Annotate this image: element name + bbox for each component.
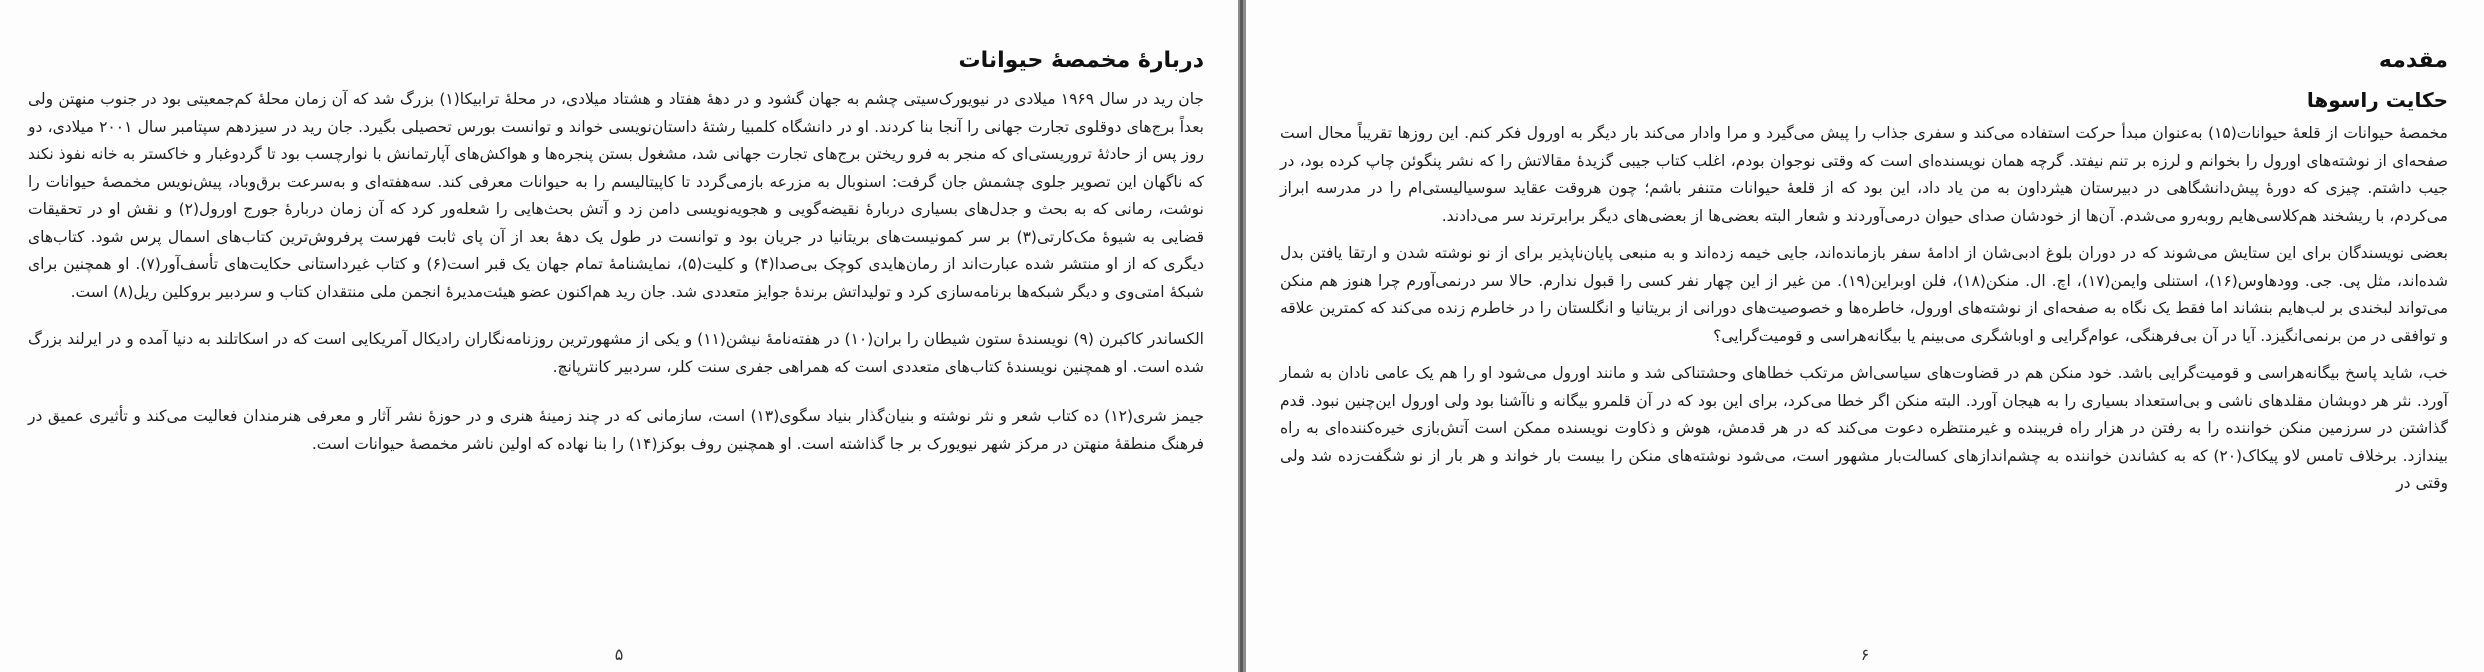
left-page [0,0,1238,672]
page-heading: مقدمه [2378,48,2448,73]
body-paragraph: مخمصهٔ حیوانات از قلعهٔ حیوانات(۱۵) به‌عنوان مبدأ حرکت استفاده می‌کند و سفری جذاب را پیش می‌گیرد و مرا وادار می‌کند بار دیگر به اورول فکر کنم. این روزها تقریباً محال است صفحه‌ای از نوشته‌های اورول را بخوانم و لرزه بر تنم نیفتد. گرچه همان نویسنده‌ای است که وقتی نوجوان بودم، اغلب کتاب جیبی گزیدهٔ مقالاتش را که نشر پنگوئن چاپ کرده بود، در جیب داشتم. چیزی که دورهٔ پیش‌دانشگاهی در دبیرستان هیثرداون به من یاد داد، این بود که از قلعهٔ حیوانات متنفر باشم؛ چون هروقت عقاید سوسیالیستی‌ام را در مدرسه ابراز می‌کردم، با ریشخند هم‌کلاسی‌هایم روبه‌رو می‌شدم. آن‌ها از خودشان صدای حیوان درمی‌آوردند و شعار البته بعضی‌ها از بعضی‌های دیگر برابرترند سر می‌دادند. [1280,124,2448,225]
body-paragraph: خب، شاید پاسخ بیگانه‌هراسی و قومیت‌گرایی باشد. خود منکن هم در قضاوت‌های سیاسی‌اش مرتکب خطاهای وحشتناکی شد و مانند اورول می‌شود او را هم یک عامی نادان به شمار آورد. نثر هر دوبشان مقلدهای ناشی و بی‌استعداد بسیاری را به هیجان آورد. البته منکن اگر خطا می‌کرد، برای این بود که در آن قلمرو بیگانه و ناآشنا بود ولی اورول این‌چنین نبود. قدم گذاشتن در سرزمین منکن خواننده را به رفتن در هزار راه فریبنده و غیرمنتظره دعوت می‌کند که در هر قدمش، هوش و ذکاوت نویسنده ممکن است آتش‌بازی خیره‌کننده‌ای به راه بیندازد. برخلاف تامس لاو پیکاک(۲۰) که به کشاندن خواننده به چشم‌اندازهای کسالت‌بار مشهور است، می‌شود نوشته‌های منکن را بیست بار خواند و هر بار از نو شگفت‌زده شد ولی وقتی در [1280,364,2448,492]
page-heading: دربارهٔ مخمصهٔ حیوانات [958,48,1204,73]
section-heading: حکایت راسوها [2306,88,2448,112]
book-gutter [1238,0,1246,672]
body-paragraph: جان رید در سال ۱۹۶۹ میلادی در نیویورک‌سیتی چشم به جهان گشود و در دههٔ هفتاد و هشتاد میلادی، در محلهٔ ترابیکا(۱) بزرگ شد که آن زمان محلهٔ کم‌جمعیتی بود در جنوب منهتن ولی بعداً برج‌های دوقلوی تجارت جهانی را آنجا بنا کردند. او در دانشگاه کلمبیا رشتهٔ داستان‌نویسی خواند و توانست بورس تحصیلی بگیرد. جان رید در سیزدهم سپتامبر سال ۲۰۰۱ میلادی، دو روز پس از حادثهٔ تروریستی‌ای که منجر به فرو ریختن برج‌های تجارت جهانی شد، مشغول بستن پنجره‌ها و هواکش‌های آپارتمانش با نوارچسب بود تا گردوغبار و خاکستر به خانه نفوذ نکند که ناگهان این تصویر جلوی چشمش جان گرفت: اسنوبال به مزرعه بازمی‌گردد تا کاپیتالیسم را به حیوانات معرفی کند. سه‌هفته‌ای و به‌سرعت برق‌وباد، پیش‌نویس مخمصهٔ حیوانات را نوشت، رمانی که به بحث و جدل‌های بسیاری دربارهٔ نقیضه‌گویی و هجویه‌نویسی دامن زد و آتش بحث‌هایی را شعله‌ور کرد که آن زمان دربارهٔ جورج اورول(۲) و نقش او در تحقیقات قضایی به شیوهٔ مک‌کارتی(۳) بر سر کمونیست‌های بریتانیا در جریان بود و توانست در طول یک دههٔ بعد از آن پای ثابت فهرست پرفروش‌ترین کتاب‌های اسمال پرس شود. کتاب‌های دیگری که از او منتشر شده عبارت‌اند از رمان‌هایدی کوچک بی‌صدا(۴) و کلیت(۵)، نمایشنامهٔ تمام جهان یک قبر است(۶) و کتاب غیرداستانی حکایت‌های تأسف‌آور(۷). او همچنین برای شبکهٔ امتی‌وی و دیگر شبکه‌ها برنامه‌سازی کرد و تولیداتش برندهٔ جوایز متعددی شد. جان رید هم‌اکنون عضو هیئت‌مدیرهٔ انجمن ملی منتقدان کتاب و سردبیر بروکلین ریل(۸) است. [28,90,1205,301]
body-paragraph: بعضی نویسندگان برای این ستایش می‌شوند که در دوران بلوغ ادبی‌شان از ادامهٔ سفر بازمانده‌اند، جایی خیمه زده‌اند و به منبعی پایان‌ناپذیر برای از نو نوشته شدن و ارتقا یافتن بدل شده‌اند، مثل پی. جی. وودهاوس(۱۶)، استنلی وایمن(۱۷)، اچ. ال. منکن(۱۸)، فلن اوبراین(۱۹). من غیر از این چهار نفر کسی را قبول ندارم. حالا سر درنمی‌آورم چرا هنوز هم منکن می‌تواند لبخندی بر لب‌هایم بنشاند اما فقط یک نگاه به صفحه‌ای از نوشته‌های اورول، خاطره‌ها و خصوصیت‌های دورانی از بریتانیا و انگلستان را در خاطرم زنده می‌کند که کمترین علاقه و توافقی در من برنمی‌انگیزد. آیا در آن بی‌فرهنگی، عوام‌گرایی و اوباشگری می‌بینم یا بیگانه‌هراسی و قومیت‌گرایی؟ [1280,244,2449,345]
page-number: ۵ [614,645,624,664]
page-number: ۶ [1860,645,1870,664]
body-paragraph: الکساندر کاکبرن (۹) نویسندهٔ ستون شیطان را بران(۱۰) در هفته‌نامهٔ نیشن(۱۱) و یکی از مشهورترین روزنامه‌نگاران رادیکال آمریکایی است که در اسکاتلند به دنیا آمده و در ایرلند بزرگ شده است. او همچنین نویسندهٔ کتاب‌های متعددی است که همراهی جفری سنت کلر، سردبیر کانترپانچ. [28,330,1204,376]
right-page [1246,0,2484,672]
body-paragraph: جیمز شری(۱۲) ده کتاب شعر و نثر نوشته و بنیان‌گذار بنیاد سگوی(۱۳) است، سازمانی که در چند زمینهٔ هنری و در حوزهٔ نشر آثار و معرفی هنرمندان فعالیت می‌کند و تأثیری عمیق در فرهنگ منطقهٔ منهتن در مرکز شهر نیویورک بر جا گذاشته است. او همچنین روف بوکز(۱۴) را بنا نهاده که اولین ناشر مخمصهٔ حیوانات است. [28,407,1204,453]
